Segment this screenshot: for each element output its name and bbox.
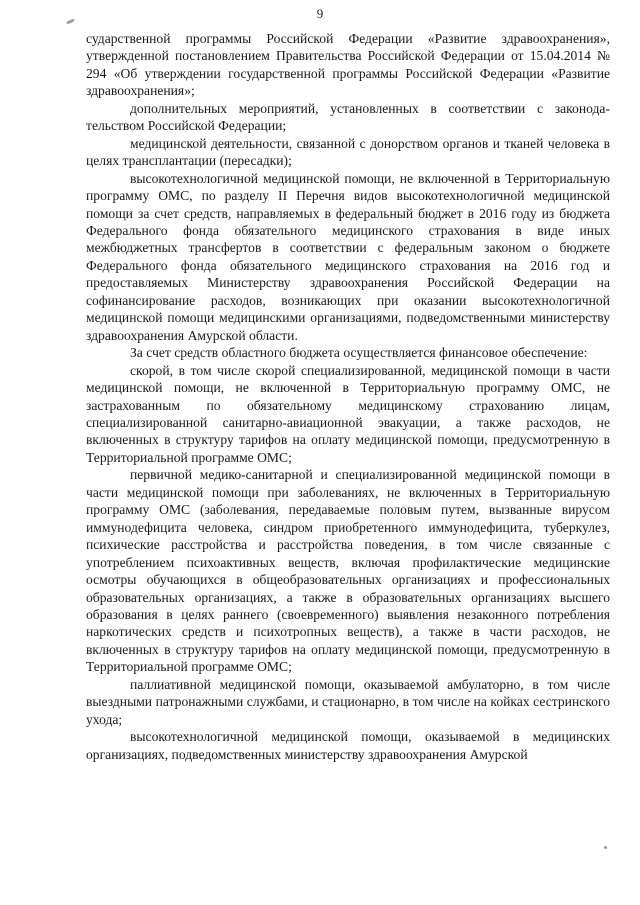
document-body [86, 30, 610, 763]
paragraph-high-tech-care: высокотехнологичной медицинской помощи, не включенной в Территориальную программу ОМС, по разделу II Перечня видов высокотехнологичной медицинской помощи за счет средств, направляемых в федеральный бюджет в 2016 году из бюджета Федерального фонда обязательного медицинского страхования в виде иных межбюджетных трансфертов в соответствии с федеральным законом о бюджете Федерального фонда обязательного медицинского страхования на 2016 год и предоставляемых Министерству здравоохранения Российской Федерации на софинансирование расходов, возникающих при оказании высокотехнологичной медицинской помощи медицинскими организациями, подведомственными министерству здравоохранения Амурской области. [86, 170, 610, 343]
paragraph-regional-budget-intro: За счет средств областного бюджета осуществляется финансовое обеспечение: [130, 345, 588, 361]
paragraph-organ-donation: медицинской деятельности, связанной с донорством органов и тканей человека в целях трансплантации (пересадки); [86, 135, 610, 169]
paragraph-palliative-care: паллиативной медицинской помощи, оказываемой амбулаторно, в том числе выездными патронажными службами, и стационарно, в том числе на койках сестринского ухода; [86, 676, 610, 727]
paragraph-additional-measures: дополнительных мероприятий, установленных в соответствии с законодательством Российской Федерации; [86, 100, 610, 134]
paragraph-primary-specialized-care: первичной медико-санитарной и специализированной медицинской помощи в части медицинской помощи при заболеваниях, не включенных в Территориальную программу ОМС (заболевания, передаваемые половым путем, вызванные вирусом иммунодефицита человека, синдром приобретенного иммунодефицита, туберкулез, психические расстройства и расстройства поведения, в том числе связанные с употреблением психоактивных веществ, включая профилактические медицинские осмотры обучающихся в общеобразовательных организациях и профессиональных образовательных организациях, а также в образовательных организациях высшего образования в целях раннего (своевременного) выявления незаконного потребления наркотических средств и психотропных веществ), а также в части расходов, не включенных в структуру тарифов на оплату медицинской помощи, предусмотренную в Территориальной программе ОМС; [86, 467, 610, 675]
paragraph-emergency-care: скорой, в том числе скорой специализированной, медицинской помощи в части медицинской помощи, не включенной в Территориальную программу ОМС, не застрахованным по обязательному медицинскому страхованию лицам, специализированной санитарно-авиационной эвакуации, а также расходов, не включенных в структуру тарифов на оплату медицинской помощи, предусмотренную в Территориальной программе ОМС; [86, 362, 610, 465]
paragraph-state-program-continuation: сударственной программы Российской Федерации «Развитие здравоохранения», утвержденной постановлением Правительства Российской Федерации от 15.04.2014 № 294 «Об утверждении государственной программы Российской Федерации «Развитие здравоохранения»; [86, 31, 610, 99]
page-number: 9 [316, 6, 324, 21]
scan-speck [604, 846, 607, 849]
paragraph-high-tech-regional: высокотехнологичной медицинской помощи, оказываемой в медицинских организациях, подведомственных министерству здравоохранения Амурской [86, 729, 610, 762]
